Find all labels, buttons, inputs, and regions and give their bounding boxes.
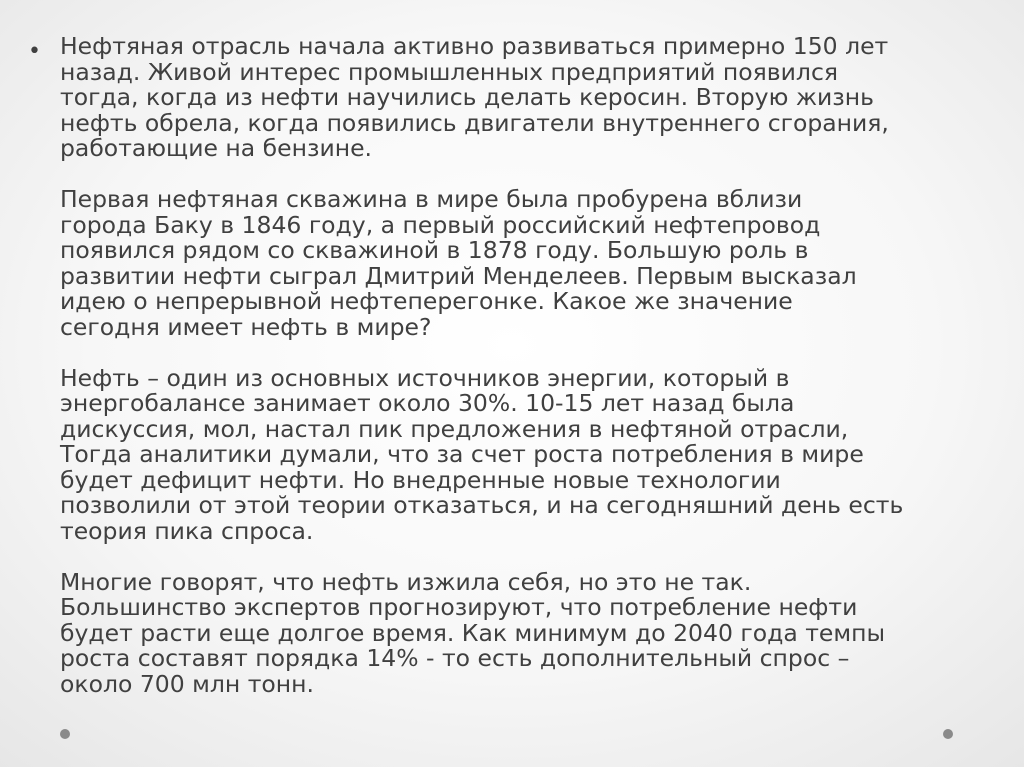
text-line: Большинство экспертов прогнозируют, что потребление нефти — [60, 593, 858, 621]
corner-dot-icon — [943, 729, 953, 739]
text-line: около 700 млн тонн. — [60, 669, 314, 698]
text-line: позволили от этой теории отказаться, и на сегодняшний день есть — [60, 491, 904, 519]
paragraph-energy-balance — [60, 363, 980, 545]
text-line: тогда, когда из нефти научились делать керосин. Вторую жизнь — [60, 83, 874, 111]
text-line: города Баку в 1846 году, а первый российский нефтепровод — [60, 210, 821, 239]
text-line: развитии нефти сыграл Дмитрий Менделеев. Первым высказал — [60, 261, 857, 290]
text-line: Нефтяная отрасль начала активно развиваться примерно 150 лет — [60, 32, 889, 60]
text-line: назад. Живой интерес промышленных предприятий появился — [60, 57, 839, 86]
text-line: нефть обрела, когда появились двигатели внутреннего сгорания, — [60, 108, 889, 137]
corner-dot-icon — [60, 729, 70, 739]
text-line: идею о непрерывной нефтеперегонке. Какое же значение — [60, 287, 793, 315]
text-line: Первая нефтяная скважина в мире была пробурена вблизи — [60, 185, 803, 213]
paragraph-history — [60, 34, 980, 162]
text-line: роста составят порядка 14% - то есть дополнительный спрос – — [60, 644, 850, 672]
slide-body-text — [60, 34, 980, 697]
text-line: Многие говорят, что нефть изжила себя, но это не так. — [60, 567, 752, 596]
text-line: появился рядом со скважиной в 1878 году. Большую роль в — [60, 236, 809, 264]
paragraph-first-well — [60, 187, 980, 340]
text-line: энергобалансе занимает около 30%. 10-15 лет назад была — [60, 389, 795, 417]
text-line: Тогда аналитики думали, что за счет роста потребления в мире — [60, 440, 864, 468]
text-line: сегодня имеет нефть в мире? — [60, 312, 432, 341]
text-line: будет расти еще долгое время. Как минимум до 2040 года темпы — [60, 618, 886, 647]
bullet-icon: • — [28, 39, 41, 64]
text-line: Нефть – один из основных источников энергии, который в — [60, 363, 790, 392]
text-line: работающие на бензине. — [60, 134, 373, 162]
text-line: теория пика спроса. — [60, 516, 314, 545]
text-line: дискуссия, мол, настал пик предложения в нефтяной отрасли, — [60, 414, 849, 443]
text-line: будет дефицит нефти. Но внедренные новые технологии — [60, 465, 781, 494]
paragraph-forecast — [60, 567, 980, 698]
